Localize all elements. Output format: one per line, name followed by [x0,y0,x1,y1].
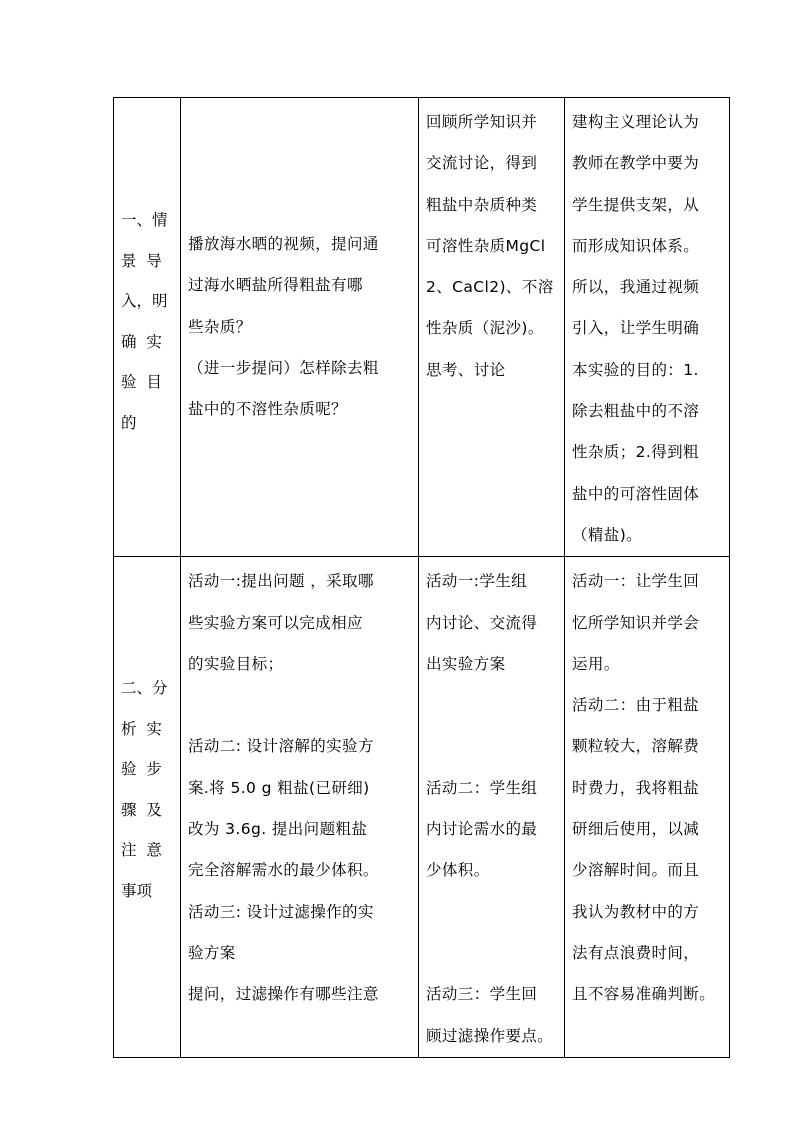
stage-line: 入，明 [121,292,168,310]
text-line: 且不容易准确判断。 [572,985,716,1004]
text-line: 交流讨论，得到 [426,154,538,173]
stage-cell [114,98,181,557]
text-line: 盐中的可溶性固体 [572,484,700,503]
text-line: 的实验目标； [188,654,284,673]
text-line: 引入，让学生明确 [572,319,700,338]
text-line: 内讨论、交流得 [426,613,538,632]
text-line [188,685,412,726]
text-line: 学生提供支架，从 [572,195,700,214]
text-line: 验方案 [188,943,236,962]
stage-line: 景 导 [121,251,162,270]
text-line: 些杂质？ [188,317,252,336]
student-activity-cell [419,98,565,557]
text-line: 性杂质；2.得到粗 [572,443,699,462]
text-line [426,892,558,933]
stage-line: 二、分 [121,679,168,698]
text-line: 运用。 [572,654,620,673]
text-line: 可溶性杂质MgCl [426,236,546,255]
student-activity-cell [419,557,565,1058]
text-line: 活动一:学生组 [426,572,528,591]
text-line: 些实验方案可以完成相应 [188,613,363,632]
stage-line: 确 实 [121,332,162,351]
text-line: 2、CaCl2)、不溶 [426,278,554,297]
text-line [426,685,558,726]
text-line: 活动二：学生组 [426,778,538,797]
stage-line: 验 步 [121,760,162,779]
text-line: 内讨论需水的最 [426,820,538,839]
text-line: 活动三：学生回 [426,985,538,1004]
text-line: 颗粒较大，溶解费 [572,737,700,756]
text-line: 完全溶解需水的最少体积。 [188,861,379,880]
text-line: 案.将 5.0 g 粗盐(已研细) [188,778,370,797]
text-line: 所以，我通过视频 [572,278,700,297]
text-line: 活动三: 设计过滤操作的实 [188,902,374,921]
stage-cell [114,557,181,1058]
design-intent-cell [565,98,730,557]
text-line: 建构主义理论认为 [572,113,700,131]
stage-line: 注 意 [121,841,162,860]
text-line: 粗盐中杂质种类 [426,195,538,214]
text-line: 出实验方案 [426,654,506,673]
text-line: 回顾所学知识并 [426,113,538,131]
text-line: 教师在教学中要为 [572,154,700,173]
text-line: 活动二: 设计溶解的实验方 [188,737,374,756]
text-line: 我认为教材中的方 [572,902,700,921]
text-line: 活动二：由于粗盐 [572,696,700,715]
text-line [426,726,558,767]
text-line: 时费力，我将粗盐 [572,778,700,797]
table-row [114,98,730,557]
stage-line: 一、情 [121,211,168,229]
design-intent-cell [565,557,730,1058]
text-line: 性杂质（泥沙)。 [426,319,544,338]
text-line: 法有点浪费时间， [572,943,700,962]
stage-line: 的 [121,413,137,432]
text-line: 顾过滤操作要点。 [426,1026,554,1045]
stage-line: 事项 [121,881,153,900]
teacher-activity-cell [181,557,419,1058]
stage-line: 骤 及 [121,800,162,819]
stage-line: 验 目 [121,373,162,391]
lesson-plan-table [113,97,730,1058]
text-line [426,933,558,974]
text-line: 而形成知识体系。 [572,236,700,255]
stage-line: 析 实 [121,719,162,738]
text-line: 本实验的目的：1. [572,360,699,379]
text-line: 活动一：让学生回 [572,572,700,591]
text-line: 过海水晒盐所得粗盐有哪 [188,276,363,295]
text-line: 少体积。 [426,861,490,880]
text-line: （精盐)。 [572,525,643,544]
text-line: 播放海水晒的视频，提问通 [188,235,379,253]
text-line: 思考、讨论 [426,360,506,379]
text-line: 少溶解时间。而且 [572,861,700,880]
text-line: 改为 3.6g. 提出问题粗盐 [188,820,368,839]
text-line: 忆所学知识并学会 [572,613,700,632]
text-line: 除去粗盐中的不溶 [572,402,700,421]
text-line: 提问，过滤操作有哪些注意 [188,985,379,1004]
text-line: 盐中的不溶性杂质呢？ [188,400,348,419]
text-line: 研细后使用，以减 [572,820,700,839]
text-line: 活动一:提出问题 ，采取哪 [188,572,374,591]
teacher-activity-cell [181,98,419,557]
table-row [114,557,730,1058]
text-line: （进一步提问）怎样除去粗 [188,358,379,377]
